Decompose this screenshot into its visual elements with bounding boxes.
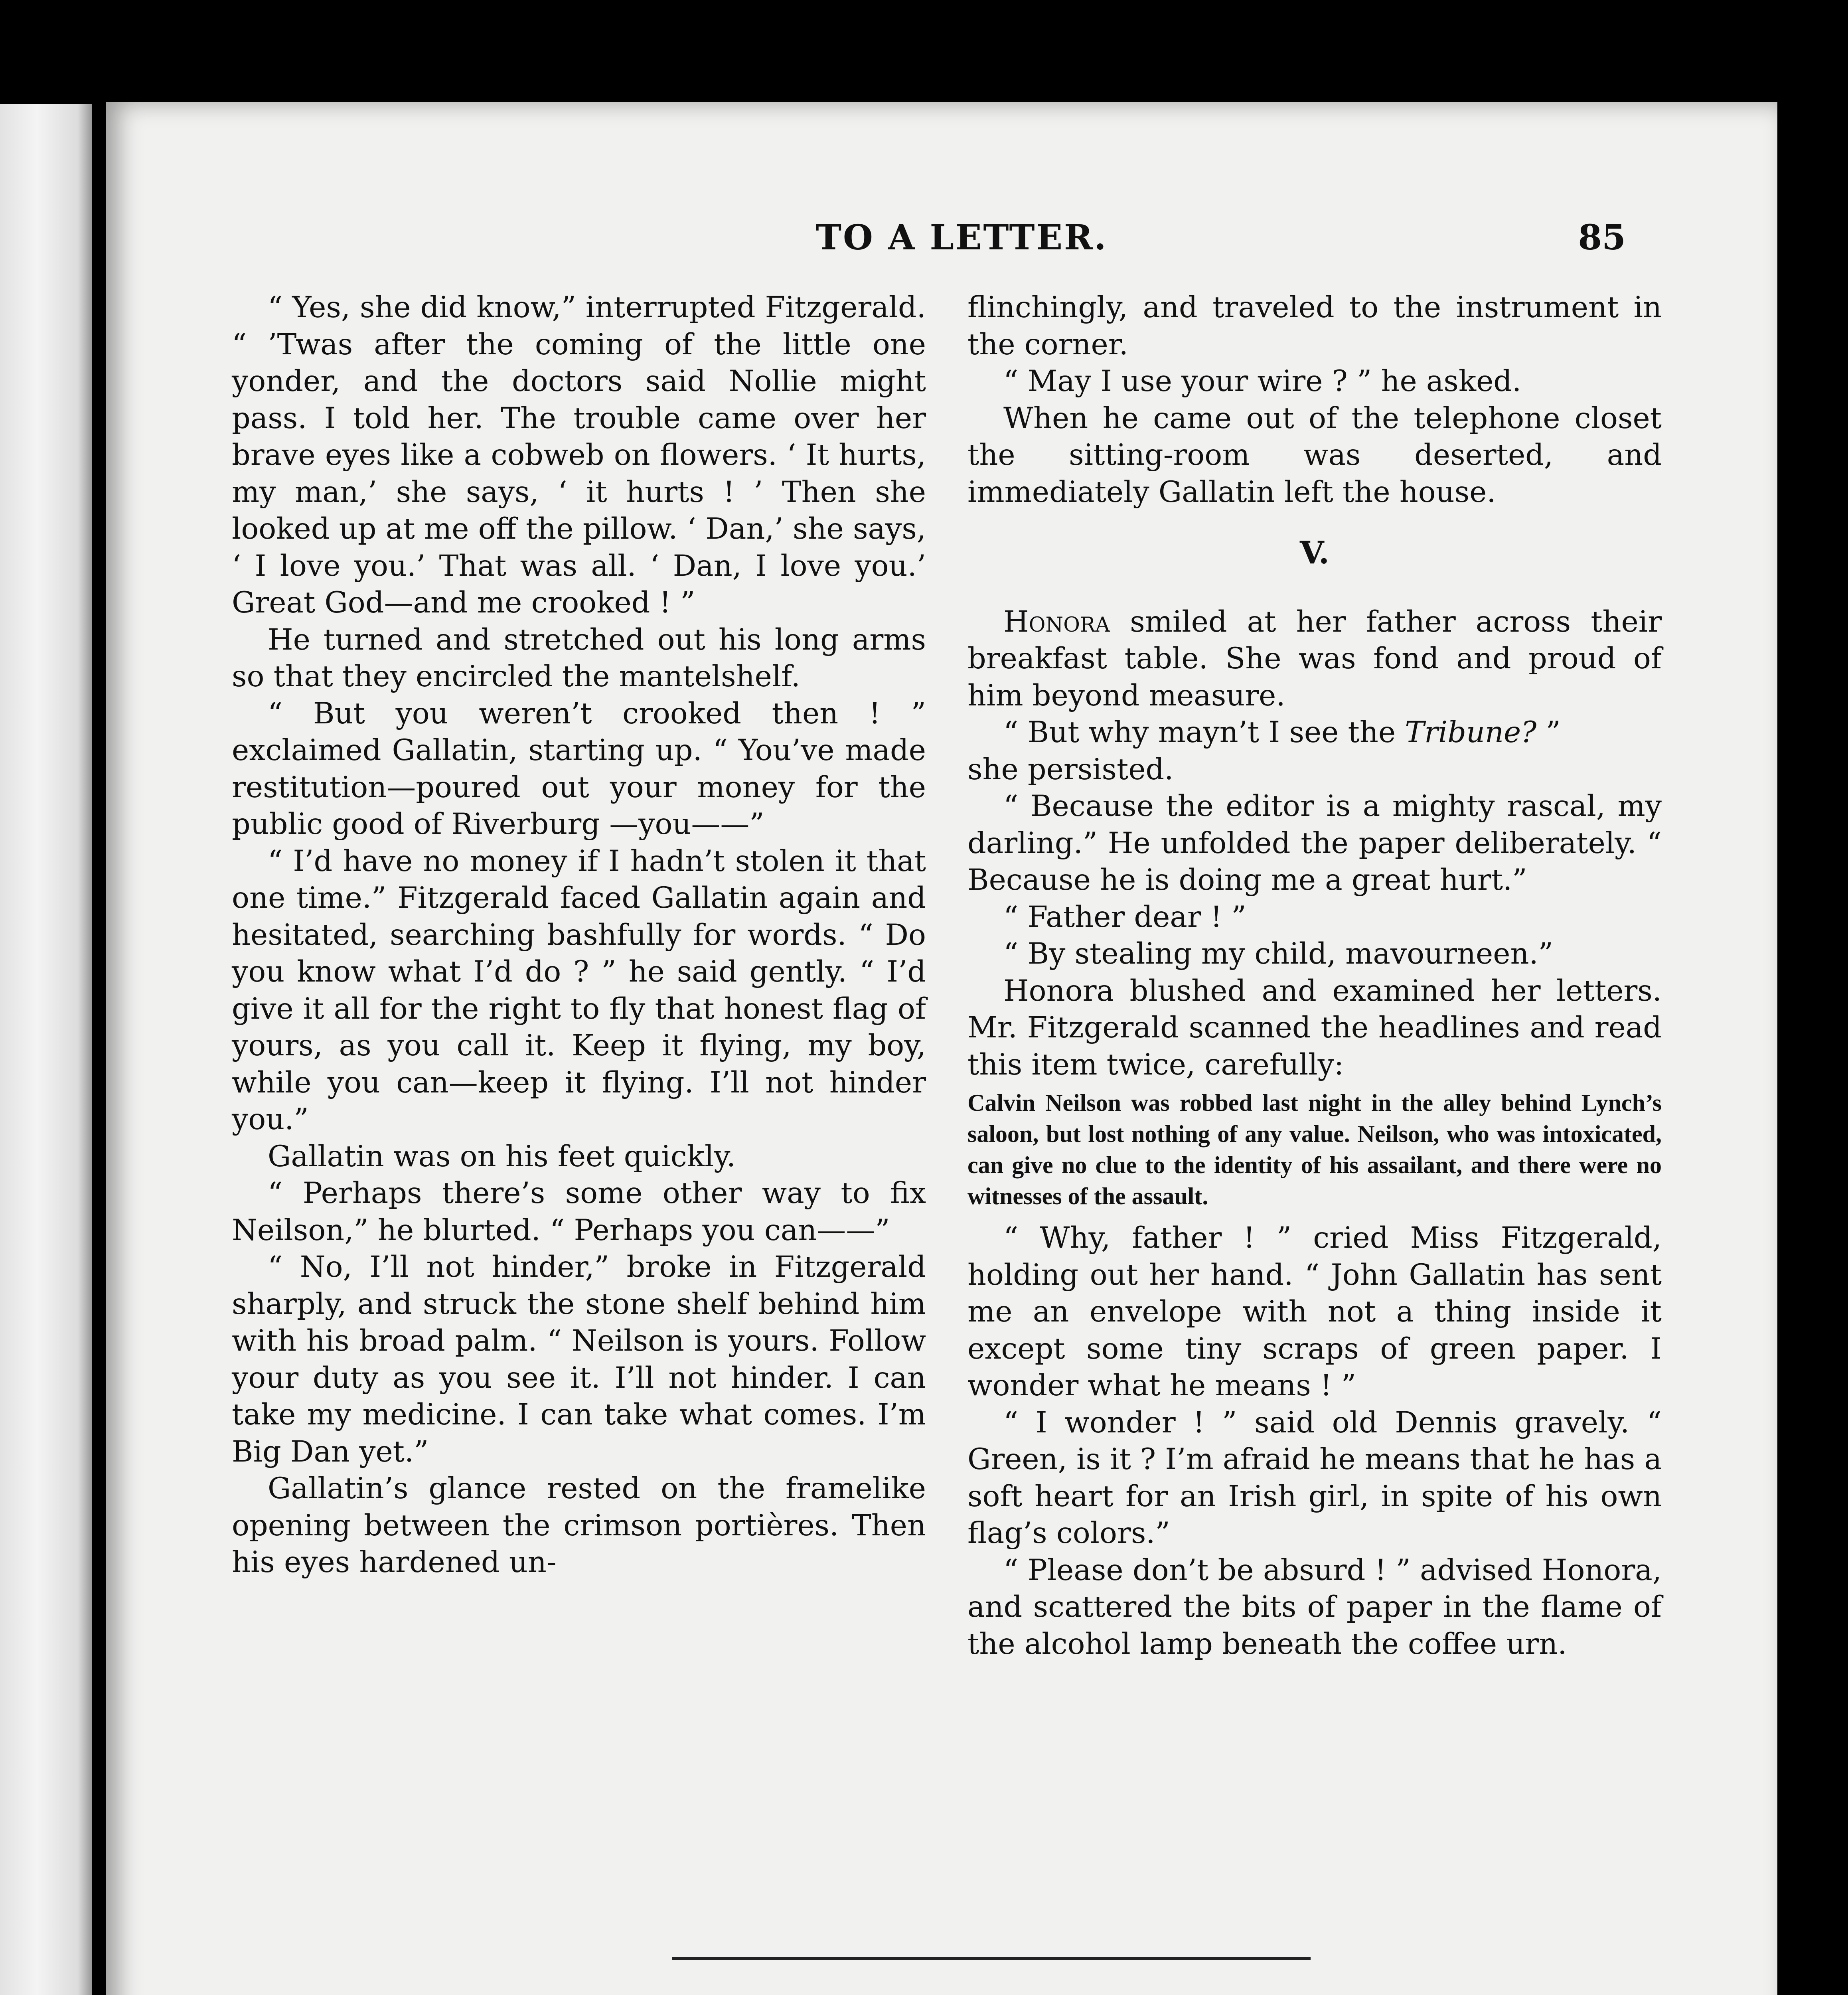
paragraph-text: smiled at her father across their breakfast table. She was fond and proud of him beyond measure. bbox=[967, 604, 1662, 713]
book-page bbox=[106, 102, 1777, 1995]
drop-word: Honora bbox=[1003, 604, 1110, 639]
running-head bbox=[106, 217, 1777, 273]
paragraph: When he came out of the telephone closet the sitting-room was deserted, and immediately Gallatin left the house. bbox=[967, 401, 1662, 509]
paragraph: “ I wonder ! ” said old Dennis gravely. “ Green, is it ? I’m afraid he means that he has a soft heart for an Irish girl, in spite of his own flag’s colors.” bbox=[967, 1405, 1662, 1550]
paragraph: “ Father dear ! ” bbox=[1003, 900, 1246, 934]
paragraph-text: ” bbox=[1536, 715, 1561, 749]
paragraph: “ Why, father ! ” cried Miss Fitzgerald, holding out her hand. “ John Gallatin has sent me an envelope with not a thing inside it except some tiny scraps of green paper. I wonder what he means ! ” bbox=[967, 1221, 1662, 1402]
paragraph: Gallatin was on his feet quickly. bbox=[268, 1139, 736, 1173]
paragraph: “ I’d have no money if I hadn’t stolen it that one time.” Fitzgerald faced Gallatin again and hesitated, searching bashfully for words. “ Do you know what I’d do ? ” he said gently. “ I’d give it all for the right to fly that honest flag of yours, as you call it. Keep it flying, my boy, while you can—keep it flying. I’ll not hinder you.” bbox=[232, 844, 926, 1136]
divider-rule bbox=[672, 1957, 1311, 1960]
paragraph bbox=[967, 604, 1662, 715]
paragraph-text: “ But why mayn’t I see the bbox=[1003, 715, 1405, 749]
paragraph: “ By stealing my child, mavourneen.” bbox=[1003, 937, 1553, 971]
section-heading: V. bbox=[1299, 535, 1330, 571]
paragraph: “ No, I’ll not hinder,” broke in Fitzgerald sharply, and struck the stone shelf behind him with his broad palm. “ Neilson is yours. Follow your duty as you see it. I’ll not hinder. I can take my medicine. I can take what comes. I’m Big Dan yet.” bbox=[232, 1250, 926, 1469]
paragraph: Gallatin’s glance rested on the framelike opening between the crimson portières. Then his eyes hardened un- bbox=[232, 1472, 926, 1579]
paragraph: He turned and stretched out his long arms so that they encircled the mantelshelf. bbox=[232, 622, 926, 693]
paragraph: “ Yes, she did know,” interrupted Fitzgerald. “ ’Twas after the coming of the little one yonder, and the doctors said Nollie might pass. I told her. The trouble came over her brave eyes like a cobweb on flowers. ‘ It hurts, my man,’ she says, ‘ it hurts ! ’ Then she looked up at me off the pillow. ‘ Dan,’ she says, ‘ I love you.’ That was all. ‘ Dan, I love you.’ Great God—and me crooked ! ” bbox=[232, 290, 926, 620]
book-page-edge bbox=[0, 104, 92, 1995]
paragraph: “ May I use your wire ? ” he asked. bbox=[1003, 364, 1522, 398]
newspaper-item: Calvin Neilson was robbed last night in the alley behind Lynch’s saloon, but lost nothing of any value. Neilson, who was intoxicated, can give no clue to the identity of his assailant, and there were no witnesses of the assault. bbox=[967, 1090, 1662, 1209]
paragraph: “ But you weren’t crooked then ! ” exclaimed Gallatin, starting up. “ You’ve made restitution—poured out your money for the public good of Riverburg —you——” bbox=[232, 696, 926, 841]
left-column bbox=[232, 289, 926, 1581]
newspaper-name: Tribune? bbox=[1405, 715, 1537, 749]
paragraph bbox=[967, 714, 1662, 751]
paragraph: Honora blushed and examined her letters. Mr. Fitzgerald scanned the headlines and read this item twice, carefully: bbox=[967, 974, 1662, 1082]
running-title: TO A LETTER. bbox=[816, 217, 1108, 258]
paragraph: she persisted. bbox=[967, 752, 1174, 786]
paragraph: “ Please don’t be absurd ! ” advised Honora, and scattered the bits of paper in the flame of the alcohol lamp beneath the coffee urn. bbox=[967, 1553, 1662, 1661]
right-column bbox=[967, 289, 1662, 1663]
paragraph: flinchingly, and traveled to the instrument in the corner. bbox=[967, 290, 1662, 361]
page-number: 85 bbox=[1578, 217, 1626, 258]
paragraph: “ Because the editor is a mighty rascal, my darling.” He unfolded the paper deliberately. “ Because he is doing me a great hurt.” bbox=[967, 789, 1662, 897]
paragraph: “ Perhaps there’s some other way to fix Neilson,” he blurted. “ Perhaps you can——” bbox=[232, 1176, 926, 1247]
